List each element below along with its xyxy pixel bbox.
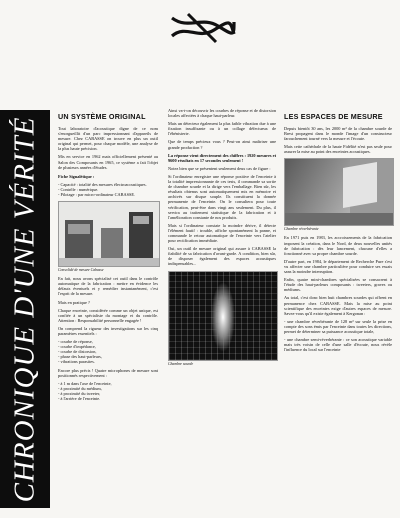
paragraph: Notez bien que se présentent seulement deux cas de figure : [168,165,271,171]
section-heading-espaces: LES ESPACES DE MESURE [284,112,383,121]
paragraph: Si l'ordinateur enregistre une réponse positive de l'enceinte à la totalité impressionnante de ces tests, il commande sa sortie de chambre sourde et la dirige vers l'emballage. Bien sûr, les résultats obtenus sont automatiquement mis en mémoire et archivés sur disque souple. Ils constituent la donnée permanente de l'enceinte. On le consultera pour toute vérification, peut-être dans vingt ans seulement. Du plus, il servira au traitement statistique de la fabrication et à l'amélioration constante de nos produits. [168,173,276,220]
photo-caption: Consolidé de mesure Cabasse [58,268,104,273]
paragraph: Mis en service en 1962 mais officiellement présenté au Salon des Composants en 1965, ce système a fait l'objet de plusieurs années d'études. [58,154,158,170]
positions-list [58,381,158,401]
section-heading-systeme: UN SYSTÈME ORIGINAL [58,112,146,121]
paragraph: - une chambre réverbérante de 128 m³ sur seule la prise en compte des sons émis par l'enceinte dans toutes les directions, permet de déterminer sa puissance acoustique totale, [284,318,392,334]
fiche-title: Fiche Signalétique : [58,173,95,179]
paragraph: Ainsi va-t-on découvrir les courbes de réponse et de distorsion locales affectées à chaque haut-parleur. [168,108,276,119]
vertical-title-band [0,110,50,508]
paragraph: D'autre part, en 1984, le département de Recherche Pure s'est vu affecter une chambre particulière pour conduire ses essais sans la moindre interruption. [284,258,392,275]
photo-anechoic-chamber [168,271,278,361]
paragraph: Chaque enceinte, considérée comme un objet unique, est confiée à un spécialiste du montage et du contrôle. Attention : Responsabilité personnelle engagée ! [58,307,158,323]
paragraph: Encore plus précis ! Quatre microphones de mesure sont positionnés respectivement : [58,367,158,378]
paragraph: En 1971 puis en 1983, les accroissements de la fabrication imposent la création, dans le Nord, de deux nouvelles unités de fabrication : dès leur lancement, chacune d'elles a fonctionné avec sa propre chambre sourde. [284,235,392,256]
paragraph: Tout laboratoire d'acoustique digne de ce nom s'enorgueillit d'un parc impressionnant d'appareils de mesure. Chez CABASSE on trouve en plus un outil original qui permet, pour chaque modèle, une analyse de la plus haute précision. [58,126,158,152]
paragraph: Que de temps précieux vous ? Peut-on ainsi maîtriser une grande production ? [168,139,276,150]
list-item: - phase des haut-parleurs, [58,354,102,360]
paragraph: Oui, un outil de mesure original qui assure à CABASSE la fiabilité de sa fabrication d'avant-garde. A condition, bien sûr, de disposer également des espaces acoustiques indispensables... [168,246,276,267]
paragraph: Mais en pratique ? [58,299,90,305]
paragraph: On comprend la rigueur des investigations sur les cinq paramètres essentiels : [58,325,158,336]
column-3 [284,108,392,355]
column-1 [58,108,158,404]
photo-measurement-console [58,201,160,267]
list-item: - à proximité du tweeter, [58,390,101,396]
article-content [58,108,392,510]
paragraph: La réponse vient directement des chiffres : 1920 mesures et 9600 résultats en 17 secondes seulement ! [168,152,276,163]
paragraph: Depuis bientôt 30 ans, les 2000 m² de la chambre sourde de Brest propagent dans le monde l'image d'un constructeur farouchement tourné vers la mesure et l'écoute. [284,126,392,142]
params-list [58,339,158,364]
paragraph: En fait, nous avons spécialisé cet outil dans le contrôle automatique de la fabrication : mettre en évidence les défauts éventuels et y remédier instantanément, c'est l'esprit de la mesure. [58,276,158,297]
list-item: - Capacité : totalité des mesures électroacoustiques. [58,181,147,187]
paragraph: Enfin, quatre mini-chambres spécialisées se consacrent à l'étude des haut-parleurs composants : tweeters, graves ou médiums. [284,277,392,293]
list-item: - courbe de réponse, [58,339,93,345]
list-item: - à l'arrière de l'enceinte. [58,396,101,401]
cabasse-logo-icon [168,12,238,44]
paragraph: Mais si l'ordinateur constate la moindre dérive, il détecte l'élément fautif : trouble, affiche spontanément la panne, et commande le retour automatique de l'enceinte vers l'atelier pour rectification immédiate. [168,222,276,244]
paragraph: - une chambre semi-réverbérante : ce son acoustique variable mais très voisin de celle d'une salle d'écoute, nous révèle l'influence du local sur l'enceinte [284,337,392,353]
paragraph: Au total, c'est donc bien huit chambres sourdes qui offrent en permanence chez CABASSE. Mais la mise au point scientifique des enceintes exige d'autres espaces de mesure. Savez-vous qu'il existe également à Kergonan : [284,295,392,316]
fiche-list [58,182,158,197]
list-item: - Contrôle : numérique. [58,186,99,192]
list-item: - courbe de distorsion, [58,349,97,355]
photo-caption: Chambre sourde [168,361,194,366]
column-2 [168,108,276,370]
photo-caption: Chambre réverbérante [284,227,319,232]
list-item: - à 1 m dans l'axe de l'enceinte, [58,380,112,386]
list-item: - courbe d'impédance, [58,344,96,350]
paragraph: Mais un détecteur également la plus faible vibration due à une fixation insuffisante ou à un collage défectueux de l'ébénisterie. [168,121,276,137]
list-item: - à proximité du médium, [58,385,102,391]
list-item: - vibrations parasites. [58,359,95,365]
paragraph: Mais cette cathédrale de la haute Fidélité n'est pas seule pour assurer la mise au point des enceintes acoustiques. [284,144,392,155]
list-item: - Pilotage : par micro-ordinateur CABASSE. [58,192,136,198]
photo-reverberation-chamber [284,158,394,226]
vertical-title: CHRONIQUE D'UNE VÉRITÉ [8,116,41,502]
